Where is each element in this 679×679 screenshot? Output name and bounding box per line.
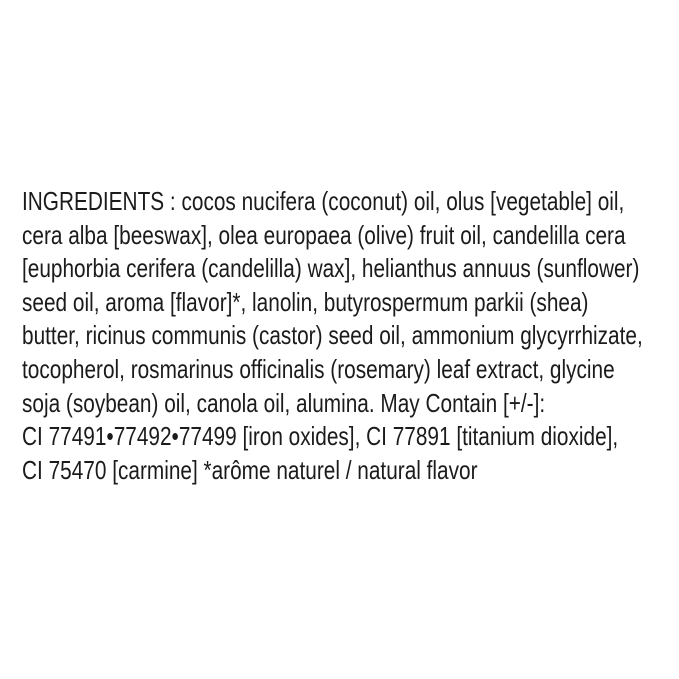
ingredients-text-line: cera alba [beeswax], olea europaea (olive) fruit oil, candelilla cera	[22, 219, 626, 250]
ingredients-text-line: CI 77491•77492•77499 [iron oxides], CI 77891 [titanium dioxide],	[22, 421, 619, 452]
ingredients-text-line: [euphorbia cerifera (candelilla) wax], helianthus annuus (sunflower)	[22, 253, 640, 284]
ingredients-text-line: butter, ricinus communis (castor) seed oil, ammonium glycyrrhizate,	[22, 320, 643, 351]
ingredients-text-line: seed oil, aroma [flavor]*, lanolin, butyrospermum parkii (shea)	[22, 286, 589, 317]
ingredients-text-line: CI 75470 [carmine] *arôme naturel / natural flavor	[22, 454, 478, 485]
ingredients-text-line: tocopherol, rosmarinus officinalis (rosemary) leaf extract, glycine	[22, 353, 615, 384]
ingredients-text-line: soja (soybean) oil, canola oil, alumina. May Contain [+/-]:	[22, 387, 546, 418]
ingredients-text-line: INGREDIENTS : cocos nucifera (coconut) oil, olus [vegetable] oil,	[22, 186, 625, 216]
ingredients-paragraph	[22, 185, 643, 487]
